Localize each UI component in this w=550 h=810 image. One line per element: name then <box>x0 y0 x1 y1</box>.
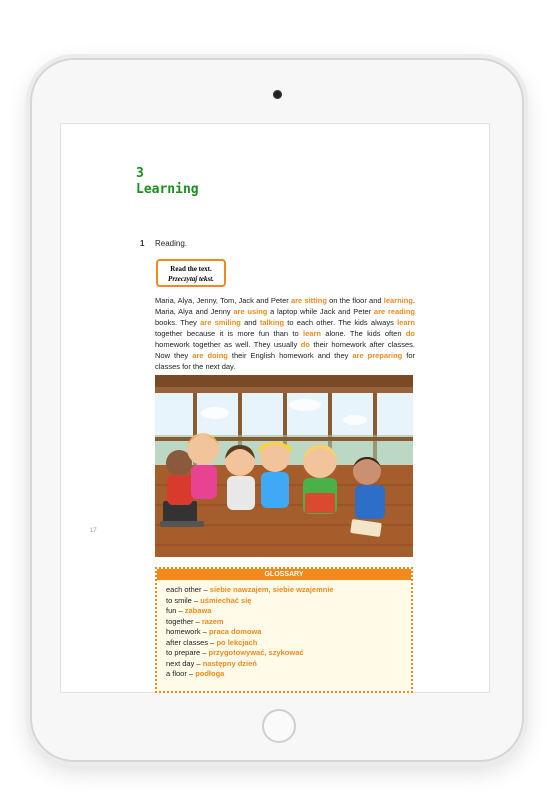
glossary-entry <box>166 606 411 617</box>
glossary-translation: zabawa <box>184 606 212 615</box>
highlighted-verb: are using <box>233 307 268 316</box>
page-number: 17 <box>90 528 97 534</box>
exercise-title: Reading. <box>155 239 188 248</box>
highlighted-verb: learn <box>397 318 416 327</box>
highlighted-verb: are preparing <box>352 351 403 360</box>
glossary-title: GLOSSARY <box>157 569 411 580</box>
glossary-list <box>157 580 411 680</box>
reading-segment: books. They <box>155 318 201 327</box>
highlighted-verb: do <box>405 329 415 338</box>
glossary-translation: następny dzień <box>202 658 257 668</box>
instruction-pl: Przeczytaj tekst. <box>168 275 214 283</box>
highlighted-verb: do <box>300 340 310 349</box>
reading-segment: and <box>240 318 260 327</box>
highlighted-verb: learning <box>383 296 413 305</box>
reading-segment: alone. The kids often <box>320 329 406 338</box>
glossary-term: to smile – <box>166 595 201 605</box>
glossary-term: a floor – <box>166 669 196 678</box>
highlighted-verb: are doing <box>192 351 228 360</box>
exercise-number: 1 <box>140 239 145 248</box>
chapter-number: 3 <box>136 166 144 181</box>
glossary-entry <box>166 648 411 659</box>
reading-segment: homework together as well. They usually <box>155 340 301 349</box>
glossary-translation: razem <box>201 616 224 626</box>
glossary-term: after classes – <box>166 637 217 647</box>
glossary-translation: siebie nawzajem, siebie wzajemnie <box>209 585 334 594</box>
home-button[interactable] <box>262 709 296 743</box>
glossary-entry <box>166 659 411 670</box>
glossary-entry <box>166 617 411 628</box>
reading-segment: their English homework and they <box>227 351 353 360</box>
reading-segment: together because it is more fun than to <box>155 329 304 338</box>
glossary-translation: podłoga <box>195 669 225 678</box>
highlighted-verb: are sitting <box>290 296 327 305</box>
reading-segment: to each other. The kids always <box>284 318 398 327</box>
highlighted-verb: talking <box>259 318 285 327</box>
classroom-illustration <box>155 375 413 557</box>
highlighted-verb: are smiling <box>200 318 241 327</box>
chapter-title: Learning <box>136 182 199 197</box>
highlighted-verb: are reading <box>373 307 415 316</box>
reading-text <box>155 295 415 372</box>
reading-segment: . Maria, Alya and Jenny <box>155 296 416 316</box>
kids-learning-picture <box>155 375 413 557</box>
glossary-translation: uśmiechać się <box>200 595 252 605</box>
reading-segment: a laptop while Jack and Peter <box>267 307 374 316</box>
glossary-translation: praca domowa <box>208 627 262 636</box>
glossary-term: together – <box>166 616 202 626</box>
glossary-term: each other – <box>166 585 210 594</box>
instruction-box <box>156 259 226 287</box>
glossary-entry <box>166 585 411 596</box>
glossary-entry <box>166 596 411 607</box>
glossary-term: fun – <box>166 606 185 615</box>
glossary-term: next day – <box>166 658 203 668</box>
glossary-translation: przygotowywać, szykować <box>208 648 304 657</box>
ebook-page <box>60 123 490 693</box>
instruction-en: Read the text. <box>170 265 212 273</box>
glossary-term: homework – <box>166 627 209 636</box>
glossary-translation: po lekcjach <box>216 637 258 647</box>
glossary-entry <box>166 669 411 680</box>
glossary-box <box>155 567 413 693</box>
glossary-entry <box>166 638 411 649</box>
highlighted-verb: learn <box>303 329 321 338</box>
glossary-term: to prepare – <box>166 648 209 657</box>
reading-segment: for classes for the next day. <box>155 351 415 371</box>
glossary-entry <box>166 627 411 638</box>
reading-segment: Maria, Alya, Jenny, Tom, Jack and Peter <box>155 296 291 305</box>
reading-segment: on the floor and <box>326 296 384 305</box>
camera-icon <box>273 90 282 99</box>
chapter-heading <box>136 166 199 198</box>
reading-segment: their homework after classes. Now they <box>155 340 415 360</box>
